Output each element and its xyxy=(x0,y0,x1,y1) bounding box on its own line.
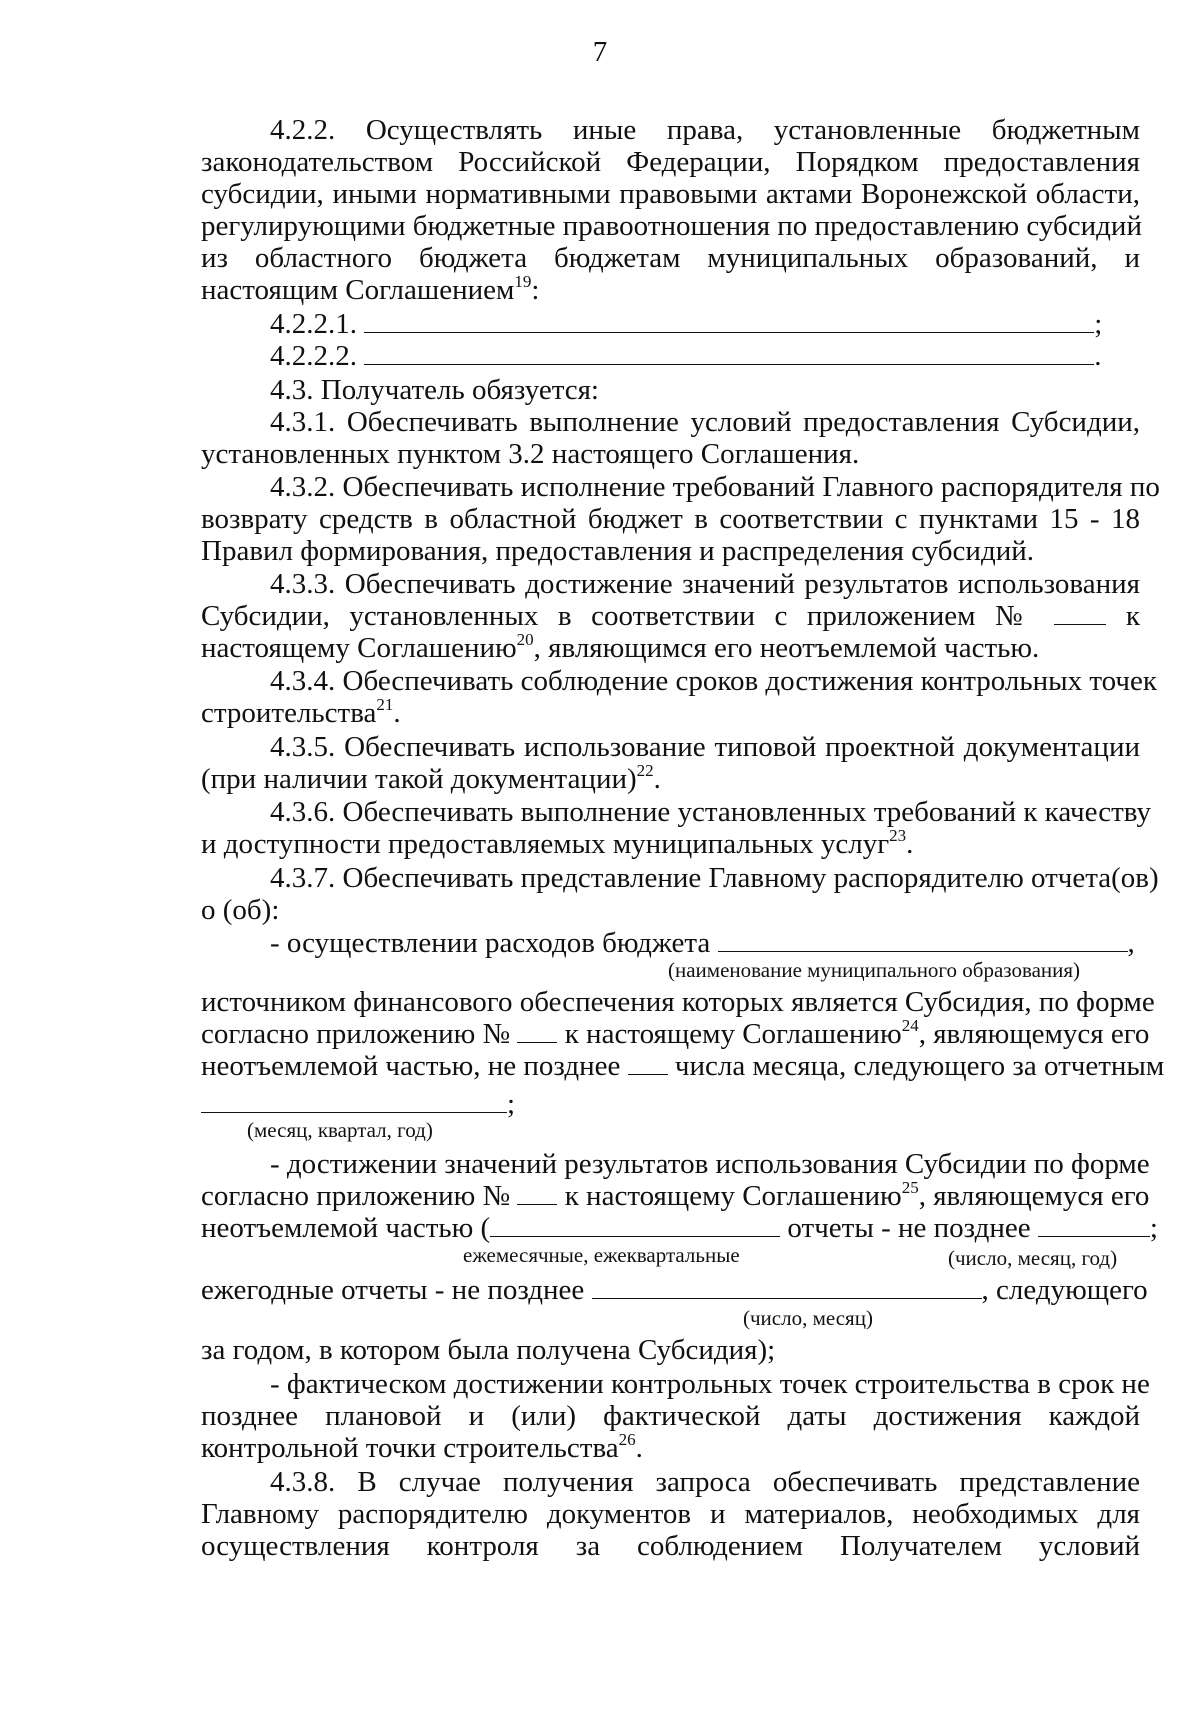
paragraph-line: 4.3.2. Обеспечивать исполнение требований Главного распорядителя по xyxy=(270,471,1160,503)
paragraph-line: установленных пунктом 3.2 настоящего Соглашения. xyxy=(201,438,860,470)
footnote-ref: 20 xyxy=(516,630,534,649)
paragraph-line: - достижении значений результатов использования Субсидии по форме xyxy=(270,1148,1150,1180)
page-number: 7 xyxy=(592,36,608,68)
paragraph-line: осуществления контроля за соблюдением Получателем условий xyxy=(201,1530,1140,1562)
paragraph-line: 4.3.8. В случае получения запроса обеспечивать представление xyxy=(270,1466,1140,1498)
section-heading: 4.3. Получатель обязуется: xyxy=(270,374,599,406)
blank-field xyxy=(592,1276,982,1299)
paragraph-line: 4.3.7. Обеспечивать представление Главному распорядителю отчета(ов) xyxy=(270,862,1159,894)
blank-field xyxy=(718,929,1128,952)
field-caption: (наименование муниципального образования) xyxy=(668,958,1081,982)
paragraph-line: законодательством Российской Федерации, Порядком предоставления xyxy=(201,146,1140,178)
blank-item-line: 4.2.2.1. ; xyxy=(270,308,1103,340)
paragraph-line: 4.3.6. Обеспечивать выполнение установленных требований к качеству xyxy=(270,796,1151,828)
paragraph-line: 4.3.1. Обеспечивать выполнение условий предоставления Субсидии, xyxy=(270,406,1140,438)
paragraph-line: неотъемлемой частью ( отчеты - не позднее ; xyxy=(201,1212,1158,1244)
blank-field xyxy=(517,1020,557,1043)
paragraph-line: 4.3.5. Обеспечивать использование типовой проектной документации xyxy=(270,731,1140,763)
field-caption: (число, месяц) xyxy=(743,1306,873,1330)
paragraph-line: Главному распорядителю документов и материалов, необходимых для xyxy=(201,1498,1140,1530)
paragraph-line: (при наличии такой документации)$^{22}$. xyxy=(201,761,661,795)
footnote-ref: 23 xyxy=(889,826,907,845)
paragraph-line: контрольной точки строительства$^{26}$. xyxy=(201,1430,643,1464)
paragraph-line: возврату средств в областной бюджет в соответствии с пунктами 15 - 18 xyxy=(201,503,1140,535)
paragraph-line: за годом, в котором была получена Субсидия); xyxy=(201,1334,776,1366)
paragraph-line: согласно приложению № к настоящему Соглашению$^{25}$, являющемуся его xyxy=(201,1178,1150,1212)
blank-field xyxy=(517,1182,557,1205)
field-caption: ежемесячные, ежеквартальные xyxy=(463,1243,740,1267)
paragraph-line: субсидии, иными нормативными правовыми актами Воронежской области, xyxy=(201,178,1140,210)
paragraph-line: регулирующими бюджетные правоотношения по предоставлению субсидий xyxy=(201,210,1142,242)
blank-item-line: 4.2.2.2. . xyxy=(270,340,1102,372)
paragraph-line: - фактическом достижении контрольных точек строительства в срок не xyxy=(270,1368,1150,1400)
paragraph-line: Субсидии, установленных в соответствии с приложением № к xyxy=(201,600,1141,632)
blank-field xyxy=(1054,602,1106,625)
paragraph-line: настоящим Соглашением$^{19}$: xyxy=(201,272,540,306)
blank-field xyxy=(364,310,1094,333)
footnote-ref: 21 xyxy=(376,695,394,714)
blank-field xyxy=(490,1214,780,1237)
paragraph-line: и доступности предоставляемых муниципальных услуг$^{23}$. xyxy=(201,826,914,860)
blank-field xyxy=(628,1052,668,1075)
blank-field xyxy=(201,1090,507,1113)
field-caption: (месяц, квартал, год) xyxy=(247,1118,433,1142)
paragraph-line: источником финансового обеспечения которых является Субсидия, по форме xyxy=(201,986,1155,1018)
paragraph-line: из областного бюджета бюджетам муниципальных образований, и xyxy=(201,242,1140,274)
field-caption: (число, месяц, год) xyxy=(948,1246,1118,1270)
footnote-ref: 26 xyxy=(618,1430,636,1449)
blank-field xyxy=(1038,1214,1150,1237)
footnote-ref: 19 xyxy=(514,272,532,291)
paragraph-line: Правил формирования, предоставления и распределения субсидий. xyxy=(201,535,1034,567)
paragraph-line: 4.3.3. Обеспечивать достижение значений результатов использования xyxy=(270,568,1140,600)
paragraph-line: строительства$^{21}$. xyxy=(201,695,401,729)
footnote-ref: 22 xyxy=(636,761,654,780)
paragraph-line: позднее плановой и (или) фактической даты достижения каждой xyxy=(201,1400,1140,1432)
footnote-ref: 25 xyxy=(901,1178,919,1197)
paragraph-line: неотъемлемой частью, не позднее числа месяца, следующего за отчетным xyxy=(201,1050,1165,1082)
paragraph-line: ежегодные отчеты - не позднее , следующего xyxy=(201,1274,1148,1306)
paragraph-line: 4.2.2. Осуществлять иные права, установленные бюджетным xyxy=(270,114,1140,146)
footnote-ref: 24 xyxy=(901,1016,919,1035)
paragraph-line: 4.3.4. Обеспечивать соблюдение сроков достижения контрольных точек xyxy=(270,665,1157,697)
paragraph-line: - осуществлении расходов бюджета , xyxy=(270,927,1135,959)
paragraph-line: о (об): xyxy=(201,894,280,926)
blank-field xyxy=(364,342,1094,365)
paragraph-line: согласно приложению № к настоящему Соглашению$^{24}$, являющемуся его xyxy=(201,1016,1150,1050)
blank-line: ; xyxy=(201,1090,515,1119)
paragraph-line: настоящему Соглашению$^{20}$, являющимся его неотъемлемой частью. xyxy=(201,630,1040,664)
